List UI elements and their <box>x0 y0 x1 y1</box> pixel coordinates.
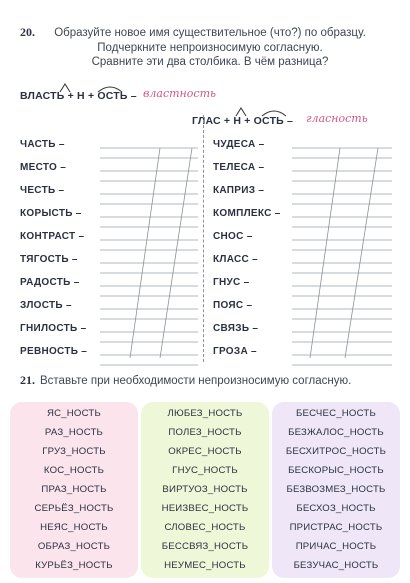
exercise-item: РАЗ_НОСТЬ <box>44 427 104 438</box>
exercise-item: КУРЬЁЗ_НОСТЬ <box>35 560 113 571</box>
morpheme-marks-2 <box>192 104 312 118</box>
exercise-item: СЛОВЕС_НОСТЬ <box>164 522 246 533</box>
word-item: ЧАСТЬ – <box>20 139 65 150</box>
exercise-item: НЕУМЕС_НОСТЬ <box>164 560 246 571</box>
word-item: ЗЛОСТЬ – <box>20 300 72 311</box>
exercise-item: ГРУЗ_НОСТЬ <box>42 446 106 457</box>
exercise-item: БЕСХОЗ_НОСТЬ <box>296 503 376 514</box>
task-21-instruction: Вставьте при необходимости непроизносимую согласную. <box>40 375 352 387</box>
word-item: ТЕЛЕСА – <box>213 162 265 173</box>
exercise-item: БЕЗЖАЛОС_НОСТЬ <box>288 427 384 438</box>
word-item: ТЯГОСТЬ – <box>20 254 78 265</box>
exercise-item: БЕССВЯЗ_НОСТЬ <box>161 541 249 552</box>
word-item: ЧЕСТЬ – <box>20 185 65 196</box>
exercise-item: ЛЮБЕЗ_НОСТЬ <box>167 408 243 419</box>
instruction-line-1: Образуйте новое имя существительное (что?) по образцу. <box>54 27 366 39</box>
word-item: ГНУС – <box>213 277 250 288</box>
morpheme-marks-1 <box>20 80 140 94</box>
exercise-item: ОБРАЗ_НОСТЬ <box>37 541 111 552</box>
instruction-line-2: Подчеркните непроизносимую согласную. <box>97 41 323 54</box>
exercise-item: СЕРЬЁЗ_НОСТЬ <box>34 503 114 514</box>
exercise-item: ПОЛЕЗ_НОСТЬ <box>168 427 242 438</box>
exercise-item: БЕЗВОЗМЕЗ_НОСТЬ <box>286 484 386 495</box>
word-item: СВЯЗЬ – <box>213 323 259 334</box>
word-item: МЕСТО – <box>20 162 67 173</box>
exercise-item: БЕСХИТРОС_НОСТЬ <box>285 446 387 457</box>
word-item: КОМПЛЕКС – <box>213 208 281 219</box>
instruction-line-3: Сравните эти два столбика. В чём разница? <box>91 56 329 68</box>
example-answer-2: гласность <box>306 112 368 125</box>
exercise-item: БЕЗУЧАС_НОСТЬ <box>293 560 379 571</box>
word-item: СНОС – <box>213 231 253 242</box>
word-item: РЕВНОСТЬ – <box>20 346 88 357</box>
word-item: РАДОСТЬ – <box>20 277 80 288</box>
word-item: ГРОЗА – <box>213 346 257 357</box>
task-21-number: 21. <box>20 373 35 387</box>
example-formula-2: ГЛАС + Н + ОСТЬ – <box>192 115 294 127</box>
task-20-instruction <box>30 26 390 70</box>
exercise-item: ПРАЗ_НОСТЬ <box>41 484 107 495</box>
exercise-item: БЕСЧЕС_НОСТЬ <box>296 408 376 419</box>
exercise-item: ПРИЧАС_НОСТЬ <box>295 541 377 552</box>
exercise-item: ПРИСТРАС_НОСТЬ <box>289 522 383 533</box>
exercise-item: ГНУС_НОСТЬ <box>172 465 238 476</box>
exercise-item: КОС_НОСТЬ <box>43 465 105 476</box>
word-item: КОНТРАСТ – <box>20 231 85 242</box>
exercise-item: ЯС_НОСТЬ <box>47 408 101 419</box>
exercise-item: НЕИЗВЕС_НОСТЬ <box>161 503 249 514</box>
writing-lines <box>0 118 410 378</box>
word-item: КЛАСС – <box>213 254 258 265</box>
exercise-item: ВИРТУОЗ_НОСТЬ <box>162 484 248 495</box>
example-answer-1: властность <box>143 87 217 100</box>
word-item: ПОЯС – <box>213 300 253 311</box>
exercise-item: НЕЯС_НОСТЬ <box>40 522 108 533</box>
word-item: КАПРИЗ – <box>213 185 265 196</box>
example-formula-1: ВЛАСТЬ + Н + ОСТЬ – <box>20 90 137 102</box>
task-20-number: 20. <box>20 25 35 39</box>
exercise-item: БЕСКОРЫС_НОСТЬ <box>288 465 384 476</box>
word-item: КОРЫСТЬ – <box>20 208 82 219</box>
word-item: ГНИЛОСТЬ – <box>20 323 87 334</box>
exercise-item: ОКРЕС_НОСТЬ <box>168 446 242 457</box>
word-item: ЧУДЕСА – <box>213 139 265 150</box>
